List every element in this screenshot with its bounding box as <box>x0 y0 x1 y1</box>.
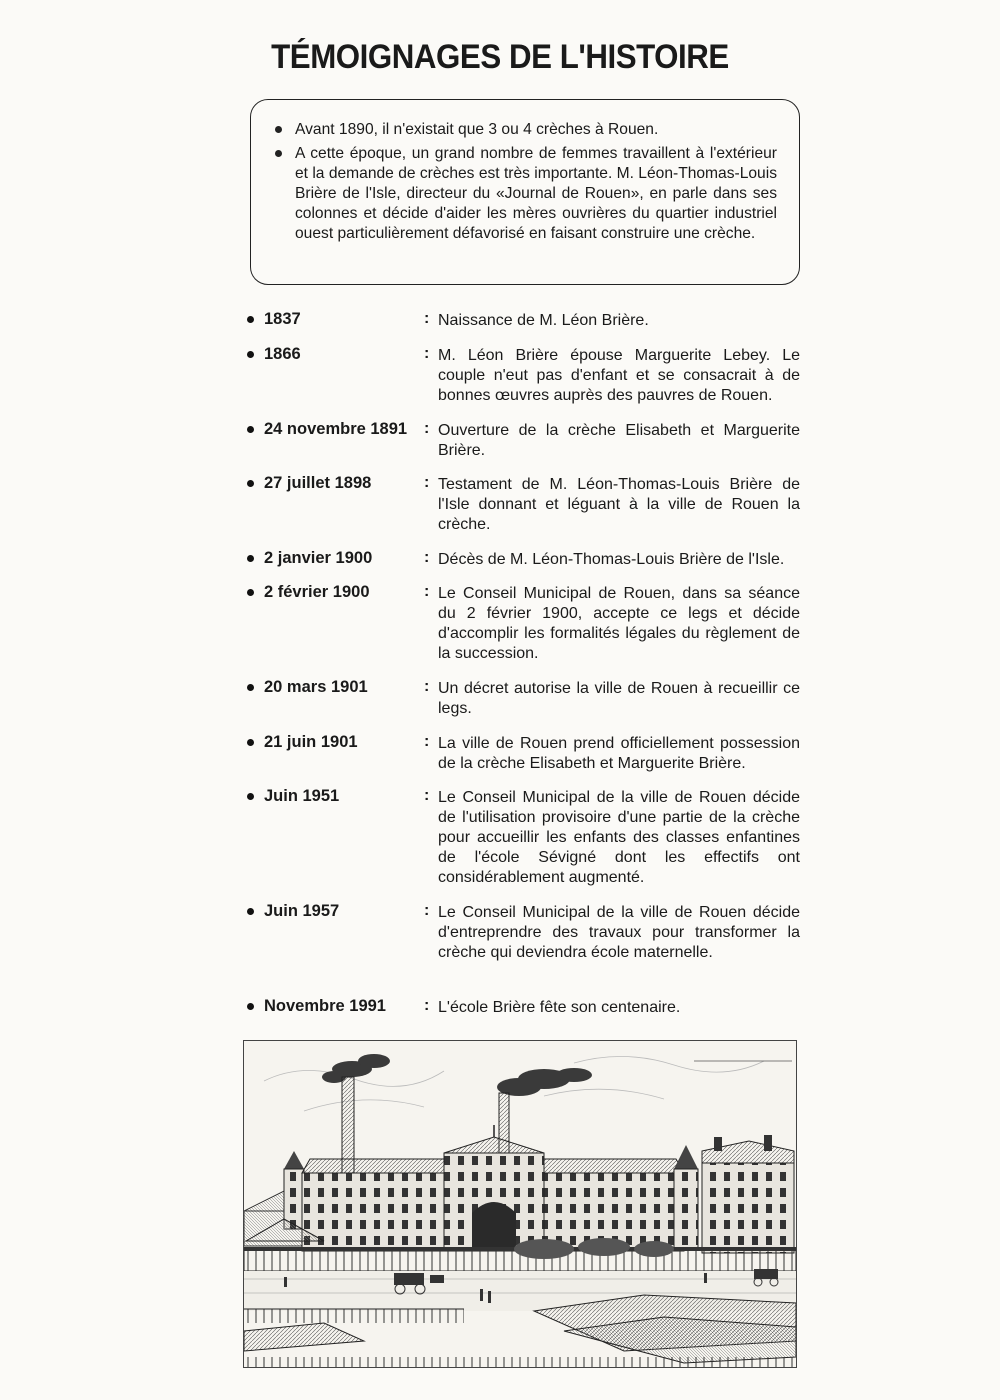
timeline-text: Un décret autorise la ville de Rouen à recueillir ce legs. <box>438 680 800 717</box>
factory-engraving <box>243 1040 797 1368</box>
timeline-date: 21 juin 1901 <box>244 732 358 752</box>
timeline-colon: : <box>424 310 430 327</box>
timeline-text: Le Conseil Municipal de la ville de Rouen décide de l'utilisation provisoire d'une partie de la crèche pour accueillir les enfants des classes enfantines de l'école Sévigné dont les effectifs ont considérablement augmenté. <box>438 789 800 886</box>
right-house <box>702 1135 794 1253</box>
timeline-text: Ouverture de la crèche Elisabeth et Marguerite Brière. <box>438 422 800 459</box>
timeline-date: 1837 <box>244 309 301 329</box>
timeline-date: 2 janvier 1900 <box>244 548 372 568</box>
intro-box <box>250 99 800 285</box>
main-building <box>302 1125 684 1251</box>
timeline-colon: : <box>424 902 430 919</box>
timeline-colon: : <box>424 583 430 600</box>
timeline-date: 27 juillet 1898 <box>244 473 371 493</box>
timeline-colon: : <box>424 787 430 804</box>
timeline-date: Novembre 1991 <box>244 996 386 1016</box>
timeline-text: L'école Brière fête son centenaire. <box>438 999 681 1016</box>
timeline-text: Testament de M. Léon-Thomas-Louis Brière de l'Isle donnant et léguant à la ville de Rouen la crèche. <box>438 476 800 533</box>
timeline-colon: : <box>424 474 430 491</box>
timeline-date: 24 novembre 1891 <box>244 419 407 439</box>
page-title: TÉMOIGNAGES DE L'HISTOIRE <box>271 38 729 76</box>
timeline-date: Juin 1957 <box>244 901 339 921</box>
timeline-text: M. Léon Brière épouse Marguerite Lebey. Le couple n'eut pas d'enfant et se consacrait à de bonnes œuvres auprès des pauvres de Rouen. <box>438 347 800 404</box>
timeline-colon: : <box>424 549 430 566</box>
timeline-date: 2 février 1900 <box>244 582 370 602</box>
timeline-date: 20 mars 1901 <box>244 677 368 697</box>
timeline-text: Le Conseil Municipal de la ville de Rouen décide d'entreprendre des travaux pour transformer la crèche qui deviendra école maternelle. <box>438 904 800 961</box>
timeline-text: La ville de Rouen prend officiellement possession de la crèche Elisabeth et Marguerite Brière. <box>438 735 800 772</box>
timeline-colon: : <box>424 345 430 362</box>
intro-item: A cette époque, un grand nombre de femmes travaillent à l'extérieur et la demande de crèches est très importante. M. Léon-Thomas-Louis Brière de l'Isle, directeur du «Journal de Rouen», en parle dans ses colonnes et décide d'aider les mères ouvrières du quartier industriel ouest particulièrement défavorisé en faisant construire une crèche. <box>273 144 777 244</box>
timeline-date: Juin 1951 <box>244 786 339 806</box>
smoke <box>322 1054 592 1096</box>
timeline-date: 1866 <box>244 344 301 364</box>
timeline-text: Naissance de M. Léon Brière. <box>438 312 649 329</box>
timeline-colon: : <box>424 733 430 750</box>
timeline-text: Décès de M. Léon-Thomas-Louis Brière de l'Isle. <box>438 551 785 568</box>
timeline-colon: : <box>424 678 430 695</box>
timeline-text: Le Conseil Municipal de Rouen, dans sa séance du 2 février 1900, accepte ce legs et décide d'accomplir les formalités légales du règlement de la succession. <box>438 585 800 662</box>
timeline-colon: : <box>424 997 430 1014</box>
timeline-colon: : <box>424 420 430 437</box>
intro-item: Avant 1890, il n'existait que 3 ou 4 crèches à Rouen. <box>273 120 777 140</box>
